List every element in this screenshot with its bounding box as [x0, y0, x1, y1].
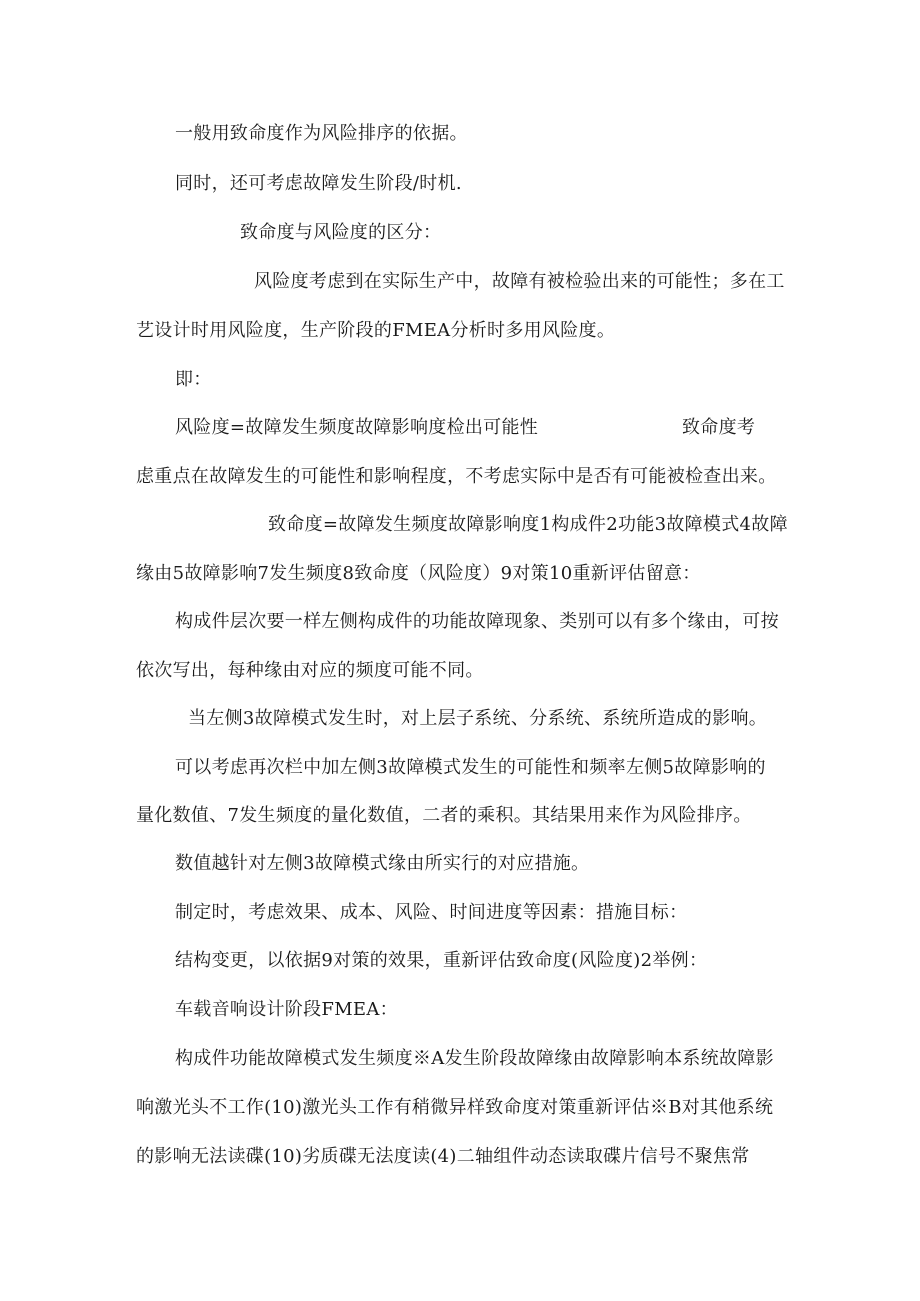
paragraph-line: 可以考虑再次栏中加左侧3故障模式发生的可能性和频率左侧5故障影响的 — [175, 757, 766, 778]
paragraph-line: 缘由5故障影响7发生频度8致命度（风险度）9对策10重新评估留意： — [136, 563, 701, 584]
paragraph-line: 即： — [175, 369, 212, 390]
paragraph-line: 当左侧3故障模式发生时，对上层子系统、分系统、系统所造成的影响。 — [188, 708, 768, 729]
paragraph-line: 同时，还可考虑故障发生阶段/时机. — [175, 173, 462, 194]
section-heading: 车载音响设计阶段FMEA： — [175, 999, 398, 1020]
paragraph-line: 致命度考 — [682, 417, 756, 438]
paragraph-line: 响激光头不工作(10)激光头工作有稍微异样致命度对策重新评估※B对其他系统 — [136, 1097, 774, 1118]
paragraph-line: 构成件层次要一样左侧构成件的功能故障现象、类别可以有多个缘由，可按 — [175, 611, 779, 632]
formula-line: 风险度=故障发生频度故障影响度检出可能性 — [175, 417, 539, 438]
formula-line: 致命度=故障发生频度故障影响度1构成件2功能3故障模式4故障 — [268, 514, 788, 535]
paragraph-line: 风险度考虑到在实际生产中，故障有被检验出来的可能性；多在工 — [254, 271, 785, 292]
section-heading: 致命度与风险度的区分： — [240, 222, 442, 243]
paragraph-line: 一般用致命度作为风险排序的依据。 — [175, 123, 468, 144]
paragraph-line: 构成件功能故障模式发生频度※A发生阶段故障缘由故障影响本系统故障影 — [175, 1048, 774, 1069]
paragraph-line: 艺设计时用风险度，生产阶段的FMEA分析时多用风险度。 — [136, 320, 616, 341]
paragraph-line: 依次写出，每种缘由对应的频度可能不同。 — [136, 660, 484, 681]
paragraph-line: 量化数值、7发生频度的量化数值，二者的乘积。其结果用来作为风险排序。 — [136, 805, 752, 826]
paragraph-line: 结构变更，以依据9对策的效果，重新评估致命度(风险度)2举例： — [175, 950, 708, 971]
paragraph-line: 数值越针对左侧3故障模式缘由所实行的对应措施。 — [175, 853, 590, 874]
paragraph-line: 的影响无法读碟(10)劣质碟无法度读(4)二轴组件动态读取碟片信号不聚焦常 — [136, 1146, 750, 1167]
paragraph-line: 虑重点在故障发生的可能性和影响程度，不考虑实际中是否有可能被检查出来。 — [136, 466, 777, 487]
paragraph-line: 制定时，考虑效果、成本、风险、时间进度等因素：措施目标： — [175, 902, 688, 923]
